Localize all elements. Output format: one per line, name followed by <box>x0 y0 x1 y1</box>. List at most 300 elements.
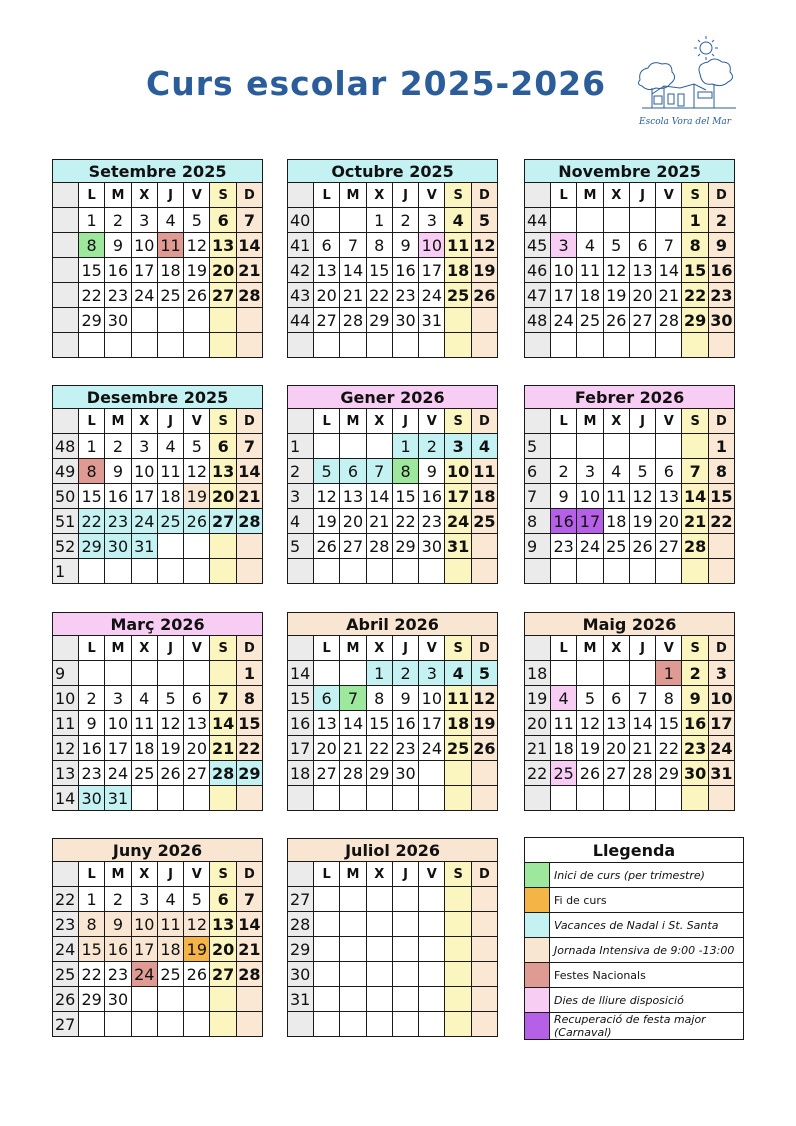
day-cell <box>340 661 366 686</box>
day-cell: 26 <box>629 534 655 559</box>
day-cell: 15 <box>682 258 708 283</box>
day-cell: 2 <box>708 208 734 233</box>
day-cell: 23 <box>105 509 131 534</box>
day-cell <box>340 987 366 1012</box>
week-number: 17 <box>288 736 314 761</box>
week-number <box>525 559 551 584</box>
day-cell: 10 <box>419 686 445 711</box>
day-cell: 14 <box>340 711 366 736</box>
day-cell: 10 <box>445 459 471 484</box>
day-cell: 17 <box>131 258 157 283</box>
day-cell: 27 <box>340 534 366 559</box>
day-cell <box>445 912 471 937</box>
day-cell: 21 <box>340 283 366 308</box>
day-cell: 13 <box>210 912 236 937</box>
day-cell: 24 <box>131 283 157 308</box>
week-column-header <box>288 409 314 434</box>
day-cell <box>210 987 236 1012</box>
week-number: 2 <box>288 459 314 484</box>
weekday-header: S <box>682 183 708 208</box>
month-title: Desembre 2025 <box>53 386 263 409</box>
day-cell: 29 <box>392 534 418 559</box>
day-cell <box>340 208 366 233</box>
day-cell: 1 <box>79 208 105 233</box>
day-cell: 30 <box>392 761 418 786</box>
day-cell: 3 <box>131 434 157 459</box>
weekday-header: X <box>366 862 392 887</box>
day-cell <box>708 534 734 559</box>
week-row <box>53 937 263 962</box>
day-cell: 11 <box>577 258 603 283</box>
day-cell: 13 <box>656 484 682 509</box>
weekday-header: J <box>629 409 655 434</box>
day-cell <box>392 1012 418 1037</box>
day-cell: 21 <box>236 484 262 509</box>
month-calendar <box>524 612 735 811</box>
day-cell <box>577 434 603 459</box>
week-row <box>53 434 263 459</box>
week-number: 23 <box>53 912 79 937</box>
day-cell: 15 <box>79 484 105 509</box>
week-row <box>525 459 735 484</box>
day-cell: 18 <box>471 484 497 509</box>
day-cell <box>471 887 497 912</box>
weekday-header: S <box>445 636 471 661</box>
legend-swatch <box>525 1013 550 1040</box>
day-cell: 19 <box>157 736 183 761</box>
day-cell: 17 <box>445 484 471 509</box>
day-cell: 1 <box>366 208 392 233</box>
week-row <box>288 887 498 912</box>
day-cell: 24 <box>445 509 471 534</box>
week-row <box>53 459 263 484</box>
weekday-header: J <box>157 409 183 434</box>
weekday-header: D <box>471 862 497 887</box>
week-row <box>525 484 735 509</box>
week-number: 18 <box>288 761 314 786</box>
week-row <box>288 987 498 1012</box>
week-number: 27 <box>53 1012 79 1037</box>
day-cell: 17 <box>708 711 734 736</box>
day-cell <box>79 1012 105 1037</box>
legend-label: Vacances de Nadal i St. Santa <box>550 913 744 938</box>
day-cell: 7 <box>366 459 392 484</box>
day-cell <box>392 962 418 987</box>
day-cell: 25 <box>551 761 577 786</box>
day-cell: 13 <box>340 484 366 509</box>
day-cell: 3 <box>445 434 471 459</box>
day-cell <box>314 333 340 358</box>
day-cell <box>210 534 236 559</box>
day-cell <box>471 912 497 937</box>
day-cell: 21 <box>366 509 392 534</box>
day-cell: 27 <box>210 283 236 308</box>
week-number: 14 <box>288 661 314 686</box>
day-cell: 8 <box>79 233 105 258</box>
month-title: Febrer 2026 <box>525 386 735 409</box>
day-cell <box>236 559 262 584</box>
weekday-header: X <box>366 409 392 434</box>
day-cell: 1 <box>708 434 734 459</box>
day-cell: 9 <box>79 711 105 736</box>
week-row <box>288 233 498 258</box>
week-number: 22 <box>525 761 551 786</box>
day-cell: 24 <box>131 962 157 987</box>
week-number: 31 <box>288 987 314 1012</box>
week-number: 42 <box>288 258 314 283</box>
week-number: 13 <box>53 761 79 786</box>
day-cell <box>445 761 471 786</box>
week-number <box>53 233 79 258</box>
day-cell: 18 <box>603 509 629 534</box>
weekday-header: D <box>236 183 262 208</box>
week-row <box>288 308 498 333</box>
weekday-header: V <box>656 636 682 661</box>
day-cell <box>445 1012 471 1037</box>
week-number: 44 <box>525 208 551 233</box>
week-number <box>288 786 314 811</box>
day-cell: 9 <box>419 459 445 484</box>
day-cell <box>340 937 366 962</box>
day-cell: 16 <box>105 258 131 283</box>
weekday-header: S <box>445 183 471 208</box>
day-cell: 24 <box>105 761 131 786</box>
week-row <box>53 887 263 912</box>
day-cell: 18 <box>157 937 183 962</box>
week-row <box>53 962 263 987</box>
day-cell: 1 <box>236 661 262 686</box>
day-cell: 13 <box>210 459 236 484</box>
day-cell: 28 <box>210 761 236 786</box>
day-cell <box>603 661 629 686</box>
month-title: Març 2026 <box>53 613 263 636</box>
day-cell: 14 <box>656 258 682 283</box>
day-cell: 22 <box>366 283 392 308</box>
day-cell <box>105 1012 131 1037</box>
weekday-header: L <box>314 409 340 434</box>
week-number: 9 <box>53 661 79 686</box>
day-cell: 22 <box>656 736 682 761</box>
weekday-header: D <box>708 636 734 661</box>
week-row <box>288 208 498 233</box>
week-number: 24 <box>53 937 79 962</box>
day-cell: 19 <box>184 258 210 283</box>
day-cell: 21 <box>629 736 655 761</box>
day-cell: 25 <box>157 283 183 308</box>
week-row <box>525 434 735 459</box>
day-cell <box>445 962 471 987</box>
day-cell: 20 <box>210 258 236 283</box>
day-cell: 28 <box>236 962 262 987</box>
week-row <box>53 686 263 711</box>
day-cell: 2 <box>105 208 131 233</box>
week-row <box>288 283 498 308</box>
day-cell: 1 <box>366 661 392 686</box>
week-row <box>288 509 498 534</box>
day-cell: 18 <box>551 736 577 761</box>
week-number <box>525 333 551 358</box>
day-cell <box>708 333 734 358</box>
day-cell: 30 <box>79 786 105 811</box>
day-cell <box>157 308 183 333</box>
weekday-header: D <box>236 636 262 661</box>
day-cell: 29 <box>656 761 682 786</box>
day-cell <box>629 661 655 686</box>
week-row <box>53 308 263 333</box>
day-cell: 4 <box>603 459 629 484</box>
day-cell <box>131 559 157 584</box>
week-row <box>288 661 498 686</box>
legend-swatch <box>525 913 550 938</box>
weekday-header: L <box>314 636 340 661</box>
day-cell: 4 <box>131 686 157 711</box>
day-cell <box>471 333 497 358</box>
day-cell: 20 <box>314 283 340 308</box>
day-cell <box>392 987 418 1012</box>
week-row <box>525 283 735 308</box>
day-cell: 14 <box>210 711 236 736</box>
day-cell: 26 <box>603 308 629 333</box>
day-cell <box>79 559 105 584</box>
day-cell: 27 <box>184 761 210 786</box>
weekday-header: L <box>314 862 340 887</box>
weekday-header: D <box>471 636 497 661</box>
month-calendar <box>524 159 735 358</box>
day-cell: 25 <box>445 283 471 308</box>
day-cell: 26 <box>184 962 210 987</box>
weekday-header: D <box>471 183 497 208</box>
week-number: 14 <box>53 786 79 811</box>
day-cell <box>603 333 629 358</box>
weekday-header: V <box>419 636 445 661</box>
day-cell <box>708 786 734 811</box>
day-cell: 5 <box>471 208 497 233</box>
day-cell <box>210 786 236 811</box>
day-cell: 17 <box>419 711 445 736</box>
day-cell <box>392 559 418 584</box>
weekday-header: X <box>131 183 157 208</box>
day-cell <box>656 333 682 358</box>
month-calendar <box>524 385 735 584</box>
legend-swatch <box>525 863 550 888</box>
day-cell <box>157 661 183 686</box>
day-cell: 20 <box>629 283 655 308</box>
day-cell: 10 <box>131 912 157 937</box>
weekday-header: X <box>366 636 392 661</box>
month-calendar <box>52 838 263 1037</box>
week-number <box>288 1012 314 1037</box>
month-calendar <box>287 838 498 1037</box>
weekday-header: L <box>551 409 577 434</box>
week-number: 11 <box>53 711 79 736</box>
day-cell: 12 <box>184 459 210 484</box>
day-cell <box>236 987 262 1012</box>
day-cell: 23 <box>392 736 418 761</box>
day-cell: 21 <box>236 937 262 962</box>
day-cell: 7 <box>236 208 262 233</box>
weekday-header: V <box>184 636 210 661</box>
day-cell <box>157 333 183 358</box>
day-cell <box>314 661 340 686</box>
weekday-header: J <box>392 636 418 661</box>
legend-item <box>525 913 744 938</box>
legend-item <box>525 863 744 888</box>
day-cell <box>366 1012 392 1037</box>
day-cell: 5 <box>314 459 340 484</box>
day-cell: 7 <box>340 233 366 258</box>
day-cell <box>184 333 210 358</box>
day-cell: 26 <box>314 534 340 559</box>
week-column-header <box>288 183 314 208</box>
day-cell: 29 <box>682 308 708 333</box>
week-row <box>53 534 263 559</box>
week-row <box>288 484 498 509</box>
day-cell: 22 <box>79 962 105 987</box>
weekday-header: S <box>445 862 471 887</box>
day-cell: 20 <box>340 509 366 534</box>
day-cell: 2 <box>551 459 577 484</box>
day-cell: 29 <box>366 308 392 333</box>
day-cell: 9 <box>105 912 131 937</box>
day-cell: 26 <box>471 283 497 308</box>
day-cell: 1 <box>682 208 708 233</box>
day-cell: 31 <box>445 534 471 559</box>
weekday-header: J <box>157 862 183 887</box>
day-cell <box>603 434 629 459</box>
day-cell <box>419 1012 445 1037</box>
day-cell: 23 <box>708 283 734 308</box>
day-cell: 3 <box>131 208 157 233</box>
week-row <box>288 937 498 962</box>
week-number <box>53 208 79 233</box>
day-cell: 18 <box>577 283 603 308</box>
day-cell: 12 <box>629 484 655 509</box>
day-cell <box>445 333 471 358</box>
day-cell: 10 <box>577 484 603 509</box>
week-column-header <box>525 183 551 208</box>
day-cell: 12 <box>184 233 210 258</box>
weekday-header: V <box>656 409 682 434</box>
day-cell <box>551 786 577 811</box>
week-number: 8 <box>525 509 551 534</box>
weekday-header: S <box>210 409 236 434</box>
weekday-header: V <box>184 862 210 887</box>
day-cell <box>340 912 366 937</box>
week-number: 16 <box>288 711 314 736</box>
week-number: 10 <box>53 686 79 711</box>
month-calendar <box>287 159 498 358</box>
day-cell <box>577 208 603 233</box>
month-title: Novembre 2025 <box>525 160 735 183</box>
day-cell <box>314 786 340 811</box>
day-cell: 8 <box>392 459 418 484</box>
day-cell: 21 <box>210 736 236 761</box>
week-row <box>288 761 498 786</box>
day-cell: 22 <box>392 509 418 534</box>
weekday-header: X <box>131 862 157 887</box>
day-cell <box>314 912 340 937</box>
weekday-header: L <box>551 183 577 208</box>
day-cell <box>445 937 471 962</box>
day-cell: 4 <box>445 661 471 686</box>
day-cell: 2 <box>682 661 708 686</box>
day-cell <box>131 661 157 686</box>
week-row <box>525 208 735 233</box>
day-cell: 1 <box>79 434 105 459</box>
day-cell: 28 <box>656 308 682 333</box>
day-cell <box>340 887 366 912</box>
day-cell: 3 <box>419 661 445 686</box>
weekday-header: L <box>79 862 105 887</box>
weekday-header: D <box>471 409 497 434</box>
day-cell: 29 <box>236 761 262 786</box>
day-cell: 11 <box>157 459 183 484</box>
day-cell: 21 <box>340 736 366 761</box>
week-row <box>53 661 263 686</box>
day-cell: 11 <box>445 233 471 258</box>
day-cell <box>157 786 183 811</box>
day-cell: 27 <box>314 761 340 786</box>
day-cell: 26 <box>157 761 183 786</box>
legend <box>524 837 744 1040</box>
day-cell <box>79 661 105 686</box>
day-cell: 7 <box>656 233 682 258</box>
day-cell <box>184 661 210 686</box>
week-row <box>53 484 263 509</box>
day-cell: 13 <box>314 258 340 283</box>
day-cell <box>419 559 445 584</box>
week-row <box>525 509 735 534</box>
weekday-header: D <box>708 183 734 208</box>
day-cell: 19 <box>184 484 210 509</box>
day-cell <box>445 987 471 1012</box>
day-cell: 31 <box>131 534 157 559</box>
week-number: 26 <box>53 987 79 1012</box>
weekday-header: X <box>131 636 157 661</box>
day-cell: 10 <box>131 233 157 258</box>
week-row <box>288 736 498 761</box>
week-row <box>288 711 498 736</box>
day-cell: 2 <box>392 208 418 233</box>
day-cell <box>629 559 655 584</box>
week-number: 21 <box>525 736 551 761</box>
day-cell: 8 <box>236 686 262 711</box>
day-cell: 7 <box>340 686 366 711</box>
month-calendar <box>287 612 498 811</box>
day-cell: 15 <box>656 711 682 736</box>
day-cell: 17 <box>105 736 131 761</box>
day-cell <box>236 1012 262 1037</box>
day-cell: 4 <box>577 233 603 258</box>
month-title: Maig 2026 <box>525 613 735 636</box>
day-cell: 16 <box>392 258 418 283</box>
month-calendar <box>52 385 263 584</box>
day-cell <box>445 559 471 584</box>
day-cell: 28 <box>236 283 262 308</box>
week-row <box>525 308 735 333</box>
legend-label: Jornada Intensiva de 9:00 -13:00 <box>550 938 744 963</box>
day-cell: 28 <box>236 509 262 534</box>
day-cell <box>366 962 392 987</box>
weekday-header: M <box>340 183 366 208</box>
week-row <box>288 534 498 559</box>
day-cell: 6 <box>210 887 236 912</box>
day-cell <box>314 962 340 987</box>
day-cell <box>471 761 497 786</box>
day-cell: 28 <box>682 534 708 559</box>
day-cell: 29 <box>366 761 392 786</box>
week-row <box>525 736 735 761</box>
